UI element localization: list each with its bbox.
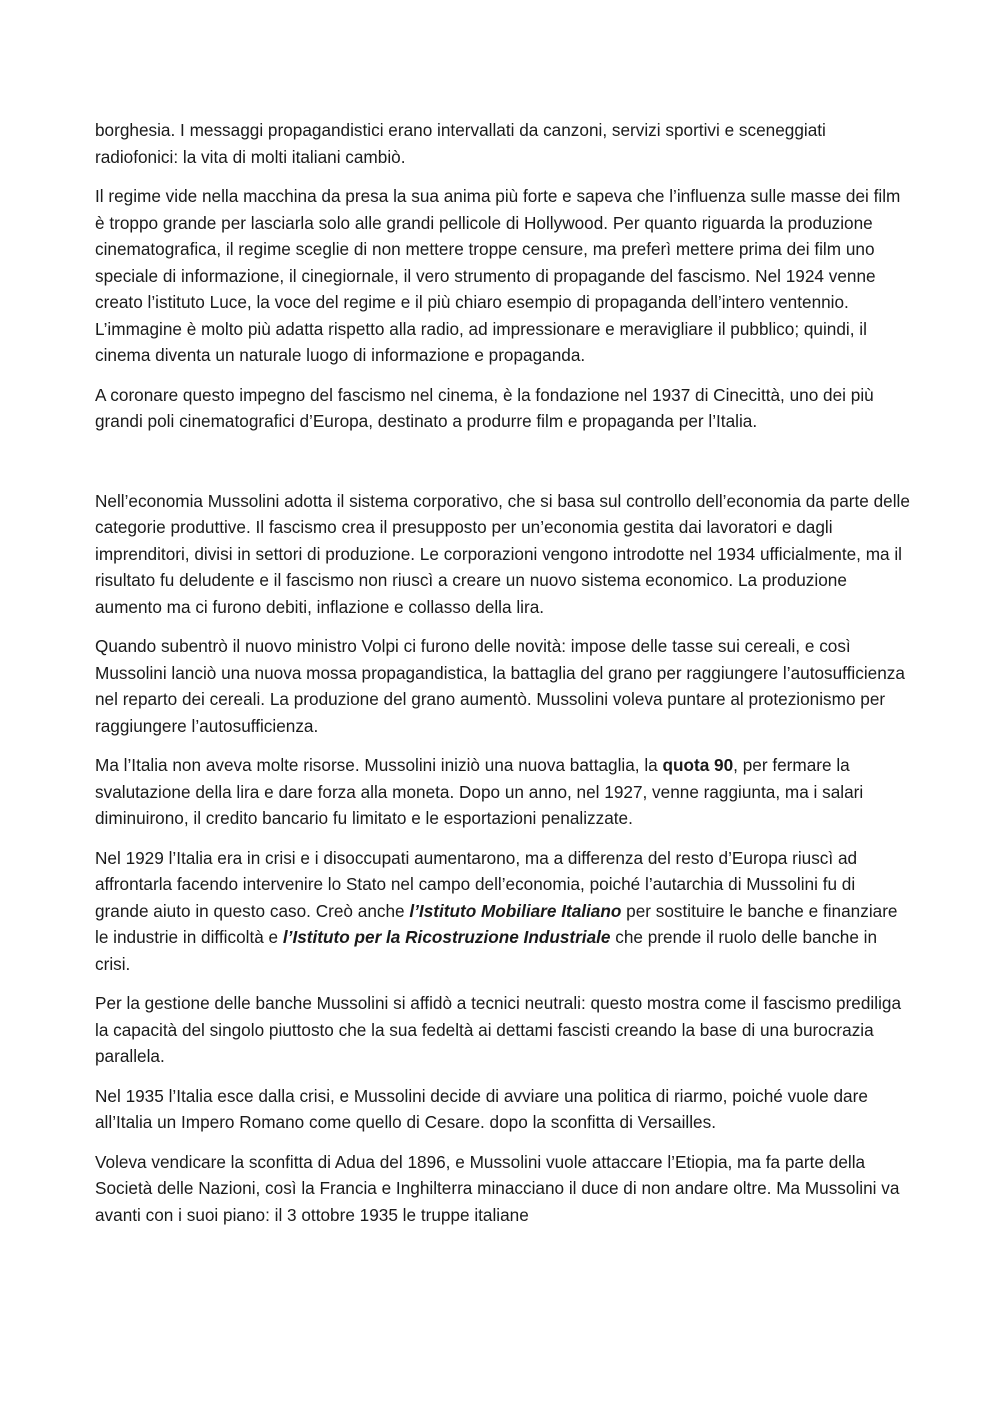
text-run: Nel 1929 l’Italia era in crisi e i disoccupati aumentarono, ma a differenza del resto d’Europa riuscì ad affrontarla facendo intervenire lo Stato nel campo dell’economia, poiché l’autarchia di Mussolini fu di grande aiuto in questo caso. Creò anche <box>95 847 858 921</box>
bold-italic-term-iri: l’Istituto per la Ricostruzione Industriale <box>282 927 611 947</box>
paragraph-cinema-regime: Il regime vide nella macchina da presa la sua anima più forte e sapeva che l’influenza sulle masse dei film è troppo grande per lasciarla solo alle grandi pellicole di Hollywood. Per quanto riguarda la produzione cinematografica, il regime sceglie di non mettere troppe censure, ma preferì mettere prima dei film uno speciale di informazione, il cinegiornale, il vero strumento di propagande del fascismo. Nel 1924 venne creato l’istituto Luce, la voce del regime e il più chiaro esempio di propaganda dell’intero ventennio. L’immagine è molto più adatta rispetto alla radio, ad impressionare e meravigliare il pubblico; quindi, il cinema diventa un naturale luogo di informazione e propaganda. <box>95 186 901 365</box>
section-gap <box>95 448 910 488</box>
document-page <box>95 117 910 1241</box>
text-run: per sostituire le banche e finanziare le industrie in difficoltà e <box>95 900 898 947</box>
paragraph-ethiopia: Voleva vendicare la sconfitta di Adua del 1896, e Mussolini vuole attaccare l’Etiopia, ma fa parte della Società delle Nazioni, così la Francia e Inghilterra minacciano il duce di non andare oltre. Ma Mussolini va avanti con i suoi piano: il 3 ottobre 1935 le truppe italiane <box>95 1151 900 1225</box>
paragraph-1929-crisis <box>95 845 910 978</box>
paragraph-bank-management: Per la gestione delle banche Mussolini si affidò a tecnici neutrali: questo mostra come il fascismo prediliga la capacità del singolo piuttosto che la sua fedeltà ai dettami fascisti creando la base di una burocrazia parallela. <box>95 993 901 1066</box>
text-run: , per fermare la svalutazione della lira e dare forza alla moneta. Dopo un anno, nel 1927, venne raggiunta, ma i salari diminuirono, il credito bancario fu limitato e le esportazioni penalizzate. <box>95 755 864 828</box>
paragraph-rearmament: Nel 1935 l’Italia esce dalla crisi, e Mussolini decide di avviare una politica di riarmo, poiché vuole dare all’Italia un Impero Romano come quello di Cesare. dopo la sconfitta di Versailles. <box>95 1085 868 1132</box>
paragraph-battle-of-grain: Quando subentrò il nuovo ministro Volpi ci furono delle novità: impose delle tasse sui cereali, e così Mussolini lanciò una nuova mossa propagandistica, la battaglia del grano per raggiungere l’autosufficienza nel reparto dei cereali. La produzione del grano aumentò. Mussolini voleva puntare al protezionismo per raggiungere l’autosufficienza. <box>95 636 905 736</box>
paragraph-quota-90 <box>95 752 910 832</box>
bold-italic-term-imi: l’Istituto Mobiliare Italiano <box>409 900 622 921</box>
text-run: che prende il ruolo delle banche in crisi. <box>95 927 878 974</box>
paragraph-corporative-system: Nell’economia Mussolini adotta il sistema corporativo, che si basa sul controllo dell’economia da parte delle categorie produttive. Il fascismo crea il presupposto per un’economia gestita dai lavoratori e dagli imprenditori, divisi in settori di produzione. Le corporazioni vengono introdotte nel 1934 ufficialmente, ma il risultato fu deludente e il fascismo non riuscì a creare un nuovo sistema economico. La produzione aumento ma ci furono debiti, inflazione e collasso della lira. <box>95 490 910 617</box>
bold-term-quota-90: quota 90 <box>662 755 734 775</box>
text-run: Ma l’Italia non aveva molte risorse. Mussolini iniziò una nuova battaglia, la <box>95 755 663 775</box>
paragraph-cinecitta: A coronare questo impegno del fascismo nel cinema, è la fondazione nel 1937 di Cinecittà, uno dei più grandi poli cinematografici d’Europa, destinato a produrre film e propaganda per l’Italia. <box>95 384 874 431</box>
paragraph-radio-propaganda: borghesia. I messaggi propagandistici erano intervallati da canzoni, servizi sportivi e sceneggiati radiofonici: la vita di molti italiani cambiò. <box>95 120 826 167</box>
